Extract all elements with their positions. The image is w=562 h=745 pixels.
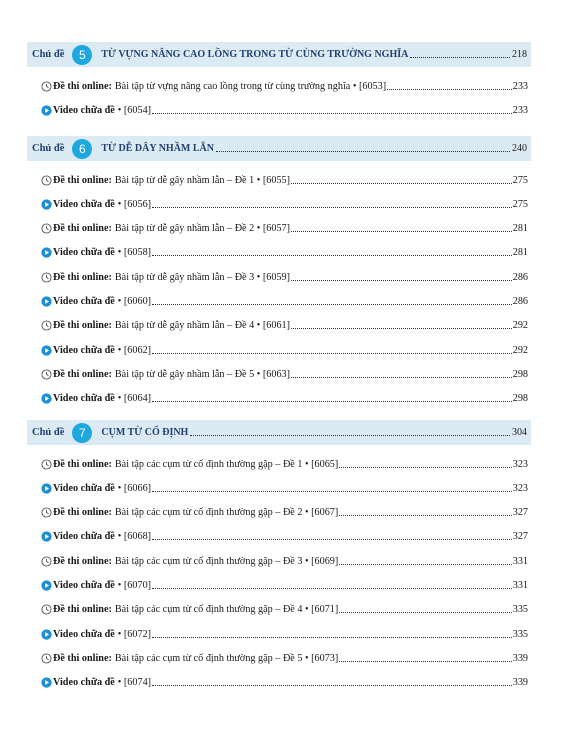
clock-icon	[41, 556, 52, 567]
play-circle-icon	[41, 247, 52, 258]
leader-dots	[291, 328, 512, 329]
entry-text: • [6066]	[117, 482, 152, 494]
leader-dots	[190, 435, 510, 436]
chapter-page-number: 304	[512, 427, 527, 438]
exam-entry[interactable]	[41, 270, 528, 284]
chapter-title: TỪ DỄ DÂY NHẦM LẪN	[101, 143, 214, 154]
exam-entry[interactable]	[41, 457, 528, 471]
chapter-title: TỪ VỰNG NÂNG CAO LỒNG TRONG TỪ CÙNG TRƯỜNG NGHĨA	[101, 49, 409, 60]
entry-label: Đề thi online:	[53, 320, 112, 332]
chapter-label: Chủ đề	[32, 49, 65, 60]
entry-text: Bài tập từ dễ gây nhầm lẫn – Đề 2 • [6057]	[114, 223, 291, 235]
clock-icon	[41, 507, 52, 518]
entry-text: Bài tập các cụm từ cố định thường gặp – Đề 5 • [6073]	[114, 652, 339, 664]
exam-entry[interactable]	[41, 222, 528, 236]
entry-label: Đề thi online:	[53, 223, 112, 235]
entry-text: Bài tập từ vựng nâng cao lồng trong từ cùng trường nghĩa • [6053]	[114, 80, 387, 92]
entry-label: Video chữa đề	[53, 198, 115, 210]
leader-dots	[291, 183, 512, 184]
entry-label: Video chữa đề	[53, 104, 115, 116]
chapter-label: Chủ đề	[32, 427, 65, 438]
exam-entry[interactable]	[41, 367, 528, 381]
chapter-number-badge: 6	[72, 139, 92, 159]
play-circle-icon	[41, 629, 52, 640]
exam-entry[interactable]	[41, 554, 528, 568]
entry-page-number: 275	[512, 174, 528, 186]
entry-page-number: 298	[512, 393, 528, 405]
leader-dots	[291, 377, 512, 378]
clock-icon	[41, 81, 52, 92]
entry-label: Đề thi online:	[53, 458, 112, 470]
play-circle-icon	[41, 105, 52, 116]
entry-label: Video chữa đề	[53, 677, 115, 689]
clock-icon	[41, 369, 52, 380]
leader-dots	[152, 539, 512, 540]
entry-text: • [6074]	[117, 677, 152, 689]
chapter-number-badge: 7	[72, 423, 92, 443]
leader-dots	[152, 491, 512, 492]
entry-text: • [6054]	[117, 104, 152, 116]
entry-text: • [6064]	[117, 393, 152, 405]
video-entry[interactable]	[41, 392, 528, 406]
entry-page-number: 335	[512, 628, 528, 640]
entry-page-number: 327	[512, 531, 528, 543]
clock-icon	[41, 175, 52, 186]
entry-text: • [6060]	[117, 296, 152, 307]
leader-dots	[152, 304, 512, 305]
clock-icon	[41, 223, 52, 234]
video-entry[interactable]	[41, 579, 528, 593]
leader-dots	[387, 89, 512, 90]
chapter-heading-7[interactable]	[27, 420, 531, 445]
entry-label: Video chữa đề	[53, 580, 115, 591]
entry-label: Đề thi online:	[53, 604, 112, 616]
entry-label: Đề thi online:	[53, 652, 112, 664]
clock-icon	[41, 459, 52, 470]
leader-dots	[152, 588, 512, 589]
exam-entry[interactable]	[41, 603, 528, 617]
leader-dots	[152, 685, 512, 686]
clock-icon	[41, 272, 52, 283]
chapter-heading-6[interactable]	[27, 136, 531, 161]
entry-page-number: 331	[512, 555, 528, 567]
entry-text: • [6068]	[117, 531, 152, 543]
entry-page-number: 335	[512, 604, 528, 616]
entry-page-number: 323	[512, 482, 528, 494]
play-circle-icon	[41, 199, 52, 210]
video-entry[interactable]	[41, 676, 528, 690]
entry-label: Video chữa đề	[53, 247, 115, 259]
video-entry[interactable]	[41, 295, 528, 309]
entry-label: Đề thi online:	[53, 174, 112, 186]
entry-text: • [6062]	[117, 344, 152, 356]
exam-entry[interactable]	[41, 319, 528, 333]
entry-page-number: 281	[512, 223, 528, 235]
entry-page-number: 323	[512, 458, 528, 470]
leader-dots	[410, 57, 510, 58]
entry-label: Đề thi online:	[53, 507, 112, 519]
play-circle-icon	[41, 580, 52, 591]
entry-page-number: 331	[512, 580, 528, 591]
chapter-heading-5[interactable]	[27, 42, 531, 67]
leader-dots	[339, 515, 511, 516]
video-entry[interactable]	[41, 246, 528, 260]
entry-label: Đề thi online:	[53, 368, 112, 380]
entry-page-number: 339	[512, 677, 528, 689]
entry-text: Bài tập từ dễ gây nhầm lẫn – Đề 4 • [6061]	[114, 320, 291, 332]
leader-dots	[152, 255, 512, 256]
entry-text: Bài tập các cụm từ cố định thường gặp – Đề 1 • [6065]	[114, 458, 339, 470]
leader-dots	[339, 564, 511, 565]
entry-text: Bài tập các cụm từ cố định thường gặp – Đề 2 • [6067]	[114, 507, 339, 519]
entry-label: Đề thi online:	[53, 80, 112, 92]
entry-label: Đề thi online:	[53, 555, 112, 567]
leader-dots	[216, 151, 510, 152]
entry-text: Bài tập các cụm từ cố định thường gặp – Đề 3 • [6069]	[114, 555, 339, 567]
leader-dots	[152, 353, 512, 354]
exam-entry[interactable]	[41, 173, 528, 187]
entry-text: Bài tập từ dễ gây nhầm lẫn – Đề 3 • [6059]	[114, 271, 291, 283]
entry-text: Bài tập các cụm từ cố định thường gặp – Đề 4 • [6071]	[114, 604, 339, 616]
leader-dots	[291, 280, 512, 281]
entry-page-number: 298	[512, 368, 528, 380]
entry-label: Video chữa đề	[53, 482, 115, 494]
video-entry[interactable]	[41, 103, 528, 117]
video-entry[interactable]	[41, 627, 528, 641]
play-circle-icon	[41, 345, 52, 356]
chapter-page-number: 218	[512, 49, 527, 60]
video-entry[interactable]	[41, 530, 528, 544]
entry-page-number: 327	[512, 507, 528, 519]
chapter-page-number: 240	[512, 143, 527, 154]
entry-page-number: 286	[512, 271, 528, 283]
entry-label: Video chữa đề	[53, 296, 115, 307]
clock-icon	[41, 320, 52, 331]
leader-dots	[152, 207, 512, 208]
leader-dots	[152, 637, 512, 638]
entry-text: Bài tập từ dễ gây nhầm lẫn – Đề 5 • [6063]	[114, 368, 291, 380]
clock-icon	[41, 604, 52, 615]
leader-dots	[152, 113, 512, 114]
entry-label: Video chữa đề	[53, 531, 115, 543]
exam-entry[interactable]	[41, 506, 528, 520]
entry-page-number: 292	[512, 320, 528, 332]
entry-text: • [6072]	[117, 628, 152, 640]
play-circle-icon	[41, 296, 52, 307]
exam-entry[interactable]	[41, 651, 528, 665]
chapter-label: Chủ đề	[32, 143, 65, 154]
exam-entry[interactable]	[41, 79, 528, 93]
chapter-number-badge: 5	[72, 45, 92, 65]
entry-text: Bài tập từ dễ gây nhầm lẫn – Đề 1 • [6055]	[114, 174, 291, 186]
entry-label: Video chữa đề	[53, 344, 115, 356]
entry-page-number: 233	[512, 80, 528, 92]
entry-text: • [6070]	[117, 580, 152, 591]
video-entry[interactable]	[41, 481, 528, 495]
leader-dots	[152, 401, 512, 402]
leader-dots	[339, 612, 511, 613]
entry-page-number: 339	[512, 652, 528, 664]
play-circle-icon	[41, 677, 52, 688]
chapter-title: CỤM TỪ CỐ ĐỊNH	[101, 427, 189, 438]
entry-label: Đề thi online:	[53, 271, 112, 283]
entry-page-number: 233	[512, 104, 528, 116]
entry-page-number: 292	[512, 344, 528, 356]
clock-icon	[41, 653, 52, 664]
play-circle-icon	[41, 531, 52, 542]
entry-label: Video chữa đề	[53, 393, 115, 405]
entry-label: Video chữa đề	[53, 628, 115, 640]
entry-page-number: 281	[512, 247, 528, 259]
video-entry[interactable]	[41, 197, 528, 211]
leader-dots	[291, 231, 512, 232]
play-circle-icon	[41, 393, 52, 404]
video-entry[interactable]	[41, 343, 528, 357]
entry-page-number: 286	[512, 296, 528, 307]
entry-text: • [6056]	[117, 198, 152, 210]
play-circle-icon	[41, 483, 52, 494]
entry-text: • [6058]	[117, 247, 152, 259]
leader-dots	[339, 467, 511, 468]
entry-page-number: 275	[512, 198, 528, 210]
leader-dots	[339, 661, 511, 662]
